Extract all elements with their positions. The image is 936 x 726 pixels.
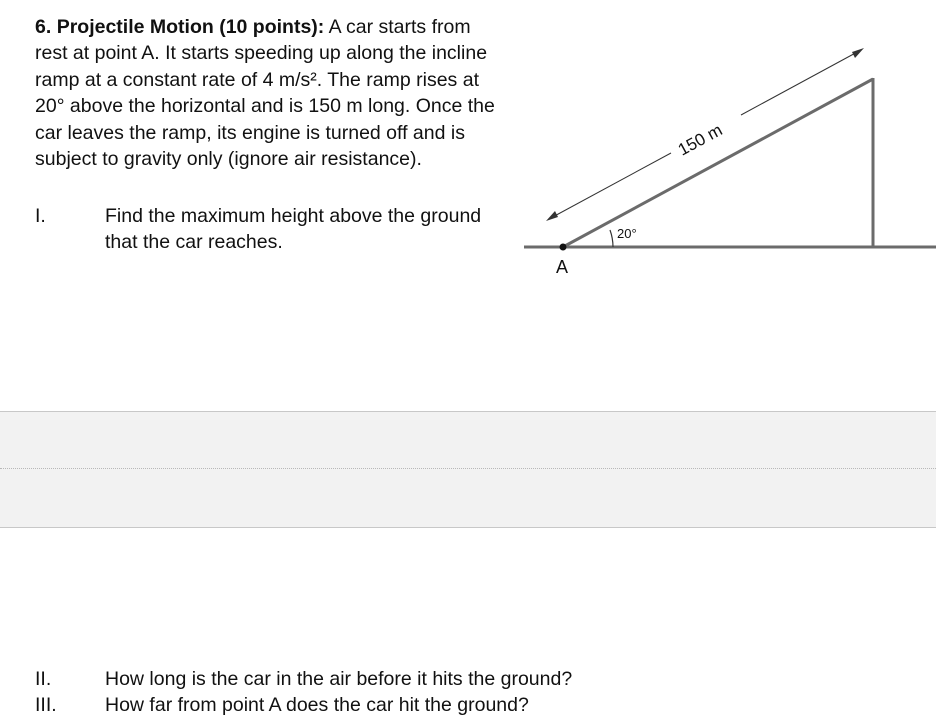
- question-numeral: III.: [35, 694, 57, 716]
- length-dimension-line-upper: [741, 50, 861, 115]
- point-a-label: A: [556, 257, 569, 277]
- length-dimension-line-lower: [549, 153, 671, 219]
- angle-arc: [610, 230, 613, 247]
- problem-body: A car starts from rest at point A. It starts speeding up along the incline ramp at a constant rate of 4 m/s². The ramp rises at 20° above the horizontal and is 150 m long. Once the car leaves the ramp, its engine is turned off and is subject to gravity only (ignore air resistance).: [35, 16, 495, 171]
- arrowhead-lower: [546, 211, 558, 221]
- angle-label: 20°: [617, 226, 637, 241]
- question-text: Find the maximum height above the ground that the car reaches.: [105, 205, 482, 254]
- question-text: How far from point A does the car hit the ground?: [105, 694, 529, 716]
- question-text: How long is the car in the air before it hits the ground?: [105, 668, 573, 690]
- answer-space-band: [0, 411, 936, 528]
- point-a-dot: [560, 244, 567, 251]
- ramp-incline: [563, 79, 873, 247]
- problem-number: 6.: [35, 16, 52, 38]
- length-label: 150 m: [674, 120, 726, 160]
- arrowhead-upper: [852, 48, 864, 58]
- question-numeral: I.: [35, 205, 46, 227]
- question-numeral: II.: [35, 668, 52, 690]
- problem-title: Projectile Motion (10 points):: [56, 16, 325, 38]
- ramp-diagram: [0, 0, 936, 300]
- dotted-divider: [0, 468, 936, 469]
